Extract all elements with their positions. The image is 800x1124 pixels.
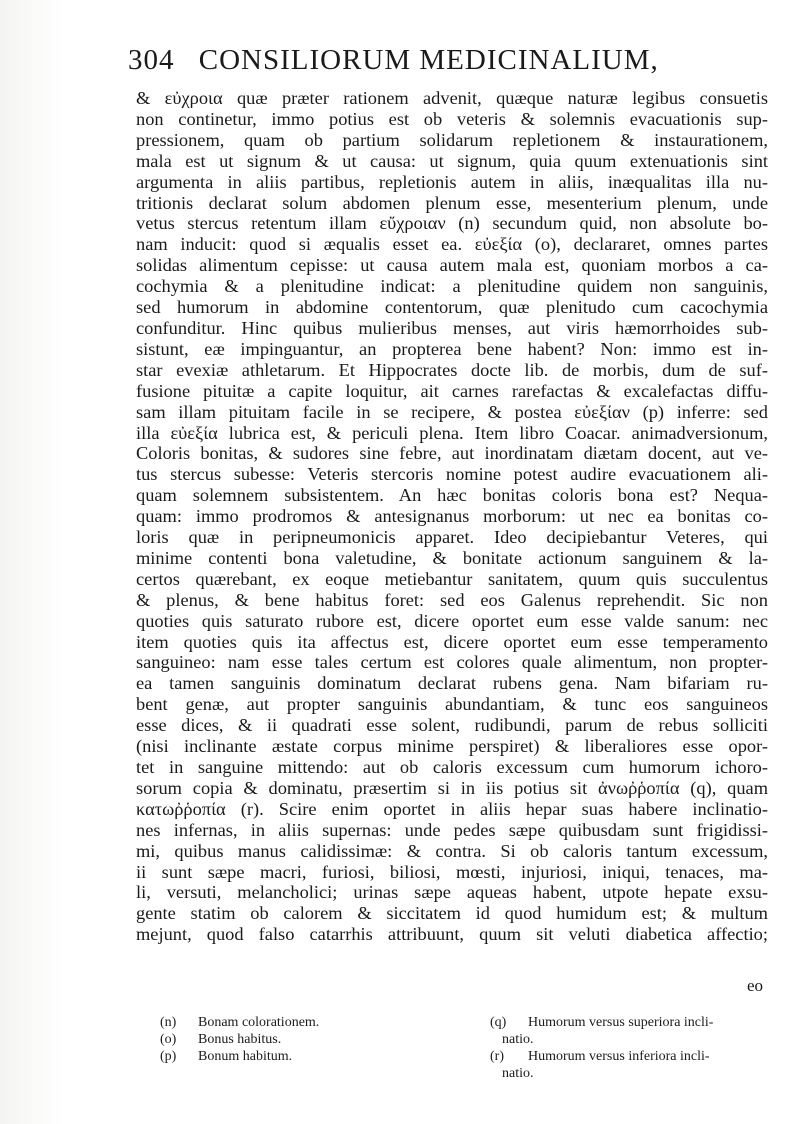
- text-line: solidas alimentum cepisse: ut causa autem mala est, quoniam morbos a ca-: [136, 255, 768, 276]
- text-line: Coloris bonitas, & sudores sine febre, aut inordinatam diætam docent, aut ve-: [136, 443, 768, 464]
- catchword: eo: [747, 976, 764, 995]
- text-line: tet in sanguine mittendo: aut ob caloris excessum cum humorum ichoro-: [136, 757, 768, 777]
- footnote-text: Humorum versus superiora incli-: [528, 1015, 714, 1030]
- footnote-text: Bonum habitum.: [198, 1049, 293, 1064]
- text-line: non continetur, immo potius est ob veteris & solemnis evacuationis sup-: [136, 108, 768, 129]
- footnote: [160, 1014, 460, 1031]
- text-line: confunditur. Hinc quibus mulieribus menses, aut viris hæmorrhoides sub-: [136, 317, 768, 338]
- text-line: (nisi inclinante æstate corpus minime perspiret) & liberaliores esse opor-: [136, 736, 768, 757]
- running-title: CONSILIORUM MEDICINALIUM,: [198, 44, 659, 76]
- text-line: item quoties quis ita affectus est, dicere oportet eum esse temperamento: [136, 631, 768, 652]
- text-line: sanguineo: nam esse tales certum est colores quale alimentum, non propter-: [136, 652, 768, 673]
- text-line: minime contenti bona valetudine, & bonitate actionum sanguinem & la-: [136, 547, 768, 568]
- page-number: 304: [128, 44, 175, 76]
- text-line: quoties quis saturato rubore est, dicere oportet eum esse valde sanum: nec: [136, 610, 768, 631]
- footnote-text: Bonam colorationem.: [198, 1015, 320, 1030]
- text-line: ii sunt sæpe macri, furiosi, biliosi, mœsti, injuriosi, iniqui, tenaces, ma-: [136, 861, 768, 882]
- footnotes-left: [160, 1014, 460, 1065]
- footnote-marker: (n): [160, 1015, 177, 1030]
- footnote: [160, 1048, 460, 1065]
- text-line: pressionem, quam ob partium solidarum repletionem & instaurationem,: [136, 129, 768, 150]
- text-line: sed humorum in abdomine contentorum, quæ plenitudo cum cacochymia: [136, 297, 768, 318]
- text-line: argumenta in aliis partibus, repletionis autem in aliis, inæqualitas illa nu-: [136, 171, 768, 192]
- text-line: vetus stercus retentum illam εὔχροιαν (n) secundum quid, non absolute bo-: [136, 213, 768, 234]
- footnote-marker: (o): [160, 1032, 177, 1047]
- text-line: nam inducit: quod si æqualis esset ea. εὐεξία (o), declararet, omnes partes: [136, 234, 768, 255]
- footnote-marker: (p): [160, 1049, 177, 1064]
- text-line: quam: immo prodromos & antesignanus morborum: ut nec ea bonitas co-: [136, 506, 768, 527]
- text-line: κατωῤῥοπία (r). Scire enim oportet in aliis hepar suas habere inclinatio-: [136, 798, 768, 819]
- text-line: star evexiæ athletarum. Et Hippocrates docte lib. de morbis, dum de suf-: [136, 359, 768, 380]
- text-line: loris quæ in peripneumonicis apparet. Ideo decipiebantur Veteres, qui: [136, 527, 768, 548]
- text-line: tus stercus subesse: Veteris stercoris nomine potest audire evacuationem ali-: [136, 464, 768, 485]
- footnotes-right: [490, 1014, 780, 1082]
- text-line: & plenus, & bene habitus foret: sed eos Galenus reprehendit. Sic non: [136, 589, 768, 610]
- text-line: mala est ut signum & ut causa: ut signum, quia quum extenuationis sint: [136, 150, 768, 171]
- text-line: sistunt, eæ impinguantur, an propterea bene habent? Non: immo est in-: [136, 338, 768, 359]
- running-header: [128, 44, 659, 77]
- footnote-continuation: natio.: [502, 1066, 534, 1081]
- text-line: illa εὐεξία lubrica est, & periculi plena. Item libro Coacar. animadversionum,: [136, 422, 768, 443]
- footnote: [490, 1048, 780, 1082]
- text-line: sam illam pituitam facile in se recipere, & postea εὐεξίαν (p) inferre: sed: [136, 401, 768, 422]
- footnote: [490, 1014, 780, 1048]
- footnote-marker: (q): [490, 1015, 507, 1030]
- text-line: mi, quibus manus calidissimæ: & contra. Si ob caloris tantum excessum,: [136, 840, 768, 861]
- text-line: esse dices, & ii quadrati esse solent, rudibundi, parum de rebus solliciti: [136, 715, 768, 736]
- footnote-text: Humorum versus inferiora incli-: [528, 1049, 710, 1064]
- text-line: certos quærebant, ex eoque metiebantur sanitatem, quum quis succulentus: [136, 568, 768, 589]
- text-line: & εὐχροια quæ præter rationem advenit, quæque naturæ legibus consuetis: [136, 88, 768, 108]
- footnote: [160, 1031, 460, 1048]
- text-line: bent genæ, aut propter sanguinis abundantiam, & tunc eos sanguineos: [136, 694, 768, 715]
- text-line: li, versuti, melancholici; urinas sæpe aqueas habent, utpote hepate exsu-: [136, 882, 768, 903]
- footnote-continuation: natio.: [502, 1032, 534, 1047]
- text-line: fusione pituitæ a capite loquitur, ait carnes rarefactas & excalefactas diffu-: [136, 380, 768, 401]
- text-line: sorum copia & dominatu, præsertim si in iis potius sit ἀνωῤῥοπία (q), quam: [136, 777, 768, 798]
- text-line: ea tamen sanguinis dominatum declarat rubens gena. Nam bifariam ru-: [136, 673, 768, 694]
- text-line: tritionis declarat solum abdomen plenum esse, mesenterium plenum, unde: [136, 192, 768, 213]
- footnote-marker: (r): [490, 1049, 504, 1064]
- text-line: nes infernas, in aliis supernas: unde pedes sæpe quibusdam sunt frigidissi-: [136, 819, 768, 840]
- text-line: mejunt, quod falso catarrhis attribuunt, quum sit veluti diabetica affectio;: [136, 924, 768, 945]
- body-text: [136, 88, 768, 945]
- footnote-text: Bonus habitus.: [198, 1032, 282, 1047]
- text-line: gente statim ob calorem & siccitatem id quod humidum est; & multum: [136, 903, 768, 924]
- text-line: quam solemnem subsistentem. An hæc bonitas coloris bona est? Nequa-: [136, 485, 768, 506]
- text-line: cochymia & a plenitudine indicat: a plenitudine quidem non sanguinis,: [136, 276, 768, 297]
